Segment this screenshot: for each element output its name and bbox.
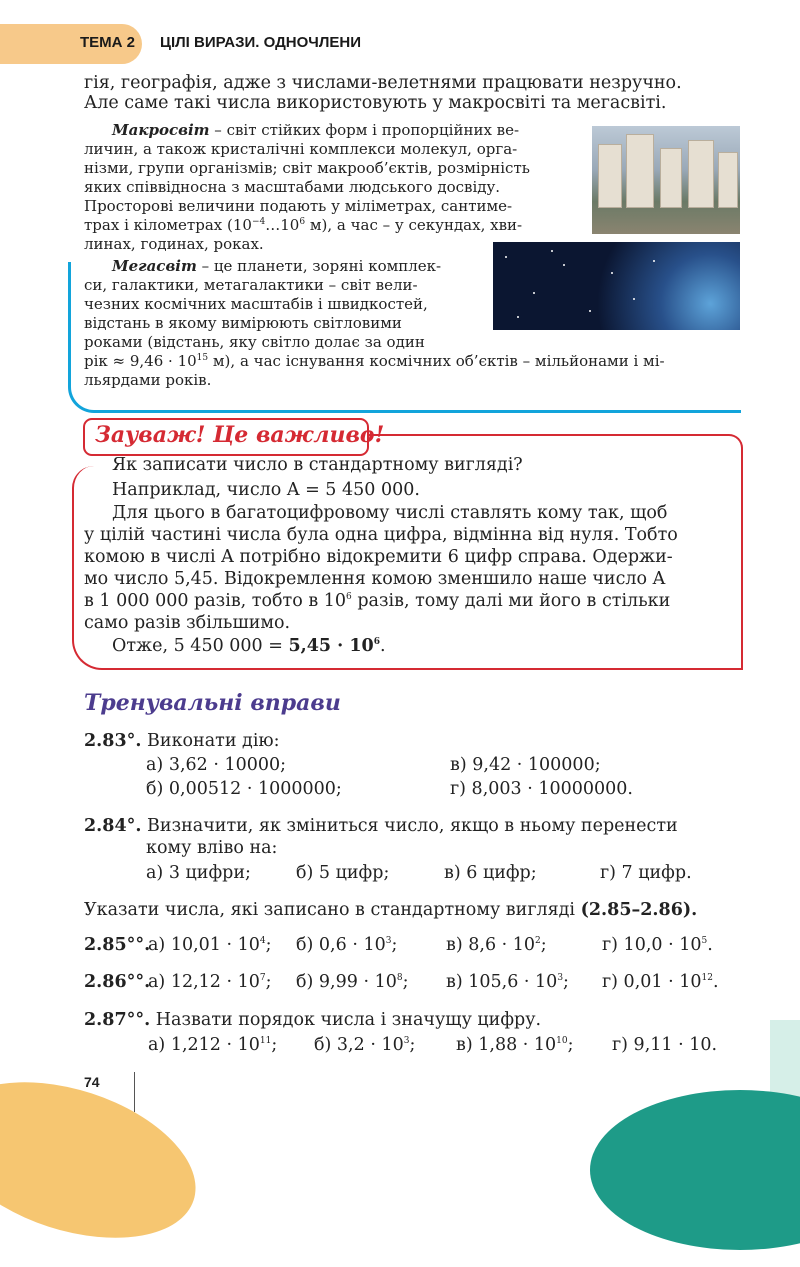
- intro-line-1: гія, географія, адже з числами-велетнями працювати незручно.: [84, 73, 682, 93]
- note-example: Наприклад, число A = 5 450 000.: [112, 480, 420, 500]
- mega-line-3: чезних космічних масштабів і швидкостей,: [84, 295, 428, 313]
- ex-2-85-a: а) $10,01 \cdot 10^4$;: [148, 935, 272, 955]
- mega-line-2: си, галактики, метагалактики – світ вели-: [84, 276, 418, 294]
- ex-2-83-g: г) 8,003 · 10000000.: [450, 779, 633, 799]
- ex-2-85: 2.85°°.: [84, 935, 151, 955]
- ex-2-85-b: б) $0,6 \cdot 10^3$;: [296, 935, 398, 955]
- ex-2-86-a: а) $12,12 \cdot 10^7$;: [148, 972, 272, 992]
- ex-2-85-v: в) $8,6 \cdot 10^2$;: [446, 935, 547, 955]
- topic-title: ЦІЛІ ВИРАЗИ. ОДНОЧЛЕНИ: [160, 34, 361, 51]
- ex-2-86-g: г) $0,01 \cdot 10^{12}$.: [602, 972, 719, 992]
- page-number: 74: [84, 1074, 100, 1090]
- macro-line-1: Макросвіт – світ стійких форм і пропорційних ве-: [112, 121, 520, 139]
- instruction: Указати числа, які записано в стандартному вигляді (2.85–2.86).: [84, 900, 698, 920]
- page-rule: [134, 1072, 135, 1112]
- note-line-3: комою в числі A потрібно відокремити 6 цифр справа. Одержи-: [84, 547, 673, 567]
- note-result: Отже, 5 450 $000 = 5,45 \cdot 10^6$.: [112, 636, 386, 656]
- ex-2-86-b: б) $9,99 \cdot 10^8$;: [296, 972, 409, 992]
- note-top-line: [369, 434, 729, 436]
- note-line-5: в 1 000 000 разів, тобто в $10^6$ разів, тому далі ми його в стільки: [84, 591, 671, 611]
- ex-2-84-b: б) 5 цифр;: [296, 863, 390, 883]
- ex-2-84: 2.84°. Визначити, як зміниться число, якщо в ньому перенести: [84, 816, 678, 836]
- space-photo: [493, 242, 740, 330]
- corner-decoration-yellow: [0, 1053, 215, 1266]
- city-photo: [592, 126, 740, 234]
- corner-decoration-green: [590, 1090, 800, 1250]
- ex-2-85-g: г) $10,0 \cdot 10^5$.: [602, 935, 713, 955]
- note-line-2: у цілій частині числа була одна цифра, відмінна від нуля. Тобто: [84, 525, 678, 545]
- mega-line-5: роками (відстань, яку світло долає за один: [84, 333, 425, 351]
- macro-term: Макросвіт: [112, 121, 210, 139]
- note-line-6: само разів збільшимо.: [84, 613, 291, 633]
- topic-label: ТЕМА 2: [80, 34, 136, 51]
- ex-2-84-g: г) 7 цифр.: [600, 863, 692, 883]
- ex-2-87-v: в) $1,88 \cdot 10^{10}$;: [456, 1035, 574, 1055]
- ex-2-86-v: в) $105,6 \cdot 10^3$;: [446, 972, 569, 992]
- mega-line-7: льярдами років.: [84, 371, 212, 389]
- training-heading: Тренувальні вправи: [84, 690, 341, 716]
- ex-2-87: 2.87°°. Назвати порядок числа і значущу цифру.: [84, 1010, 542, 1030]
- ex-2-84-line-2: кому вліво на:: [146, 838, 278, 858]
- mega-term: Мегасвіт: [112, 257, 197, 275]
- intro-line-2: Але саме такі числа використовують у макросвіті та мегасвіті.: [84, 93, 667, 113]
- macro-line-3: нізми, групи організмів; світ макрооб’єктів, розмірність: [84, 159, 530, 177]
- ex-2-83-a: а) 3,62 · 10000;: [146, 755, 287, 775]
- note-line-4: мо число 5,45. Відокремлення комою зменшило наше число A: [84, 569, 666, 589]
- ex-2-84-v: в) 6 цифр;: [444, 863, 537, 883]
- ex-2-84-a: а) 3 цифри;: [146, 863, 251, 883]
- note-line-1: Для цього в багатоцифровому числі ставлять кому так, щоб: [112, 503, 668, 523]
- note-question: Як записати число в стандартному вигляді?: [112, 455, 523, 475]
- macro-line-2: личин, а також кристалічні комплекси молекул, орга-: [84, 140, 518, 158]
- ex-2-87-a: а) $1,212 \cdot 10^{11}$;: [148, 1035, 278, 1055]
- ex-2-87-g: г) 9,11 · 10.: [612, 1035, 718, 1055]
- macro-line-5: Просторові величини подають у міліметрах, сантиме-: [84, 197, 513, 215]
- ex-2-86: 2.86°°.: [84, 972, 151, 992]
- macro-line-4: яких співвідносна з масштабами людського досвіду.: [84, 178, 501, 196]
- mega-line-4: відстань в якому вимірюють світловими: [84, 314, 402, 332]
- ex-2-83-v: в) 9,42 · 100000;: [450, 755, 601, 775]
- note-label: Зауваж! Це важливо!: [95, 422, 385, 448]
- ex-2-83-b: б) 0,00512 · 1000000;: [146, 779, 342, 799]
- ex-2-83: 2.83°. Виконати дію:: [84, 731, 280, 751]
- macro-line-6: трах і кілометрах ($10^{-4}\dots 10^6$ м), а час – у секундах, хви-: [84, 216, 523, 234]
- mega-line-1: Мегасвіт – це планети, зоряні комплек-: [112, 257, 442, 275]
- macro-line-7: линах, годинах, роках.: [84, 235, 264, 253]
- mega-line-6: рік ≈ $9,46 \cdot 10^{15}$ м), а час існування космічних об’єктів – мільйонами і мі-: [84, 352, 665, 370]
- ex-2-87-b: б) $3,2 \cdot 10^3$;: [314, 1035, 416, 1055]
